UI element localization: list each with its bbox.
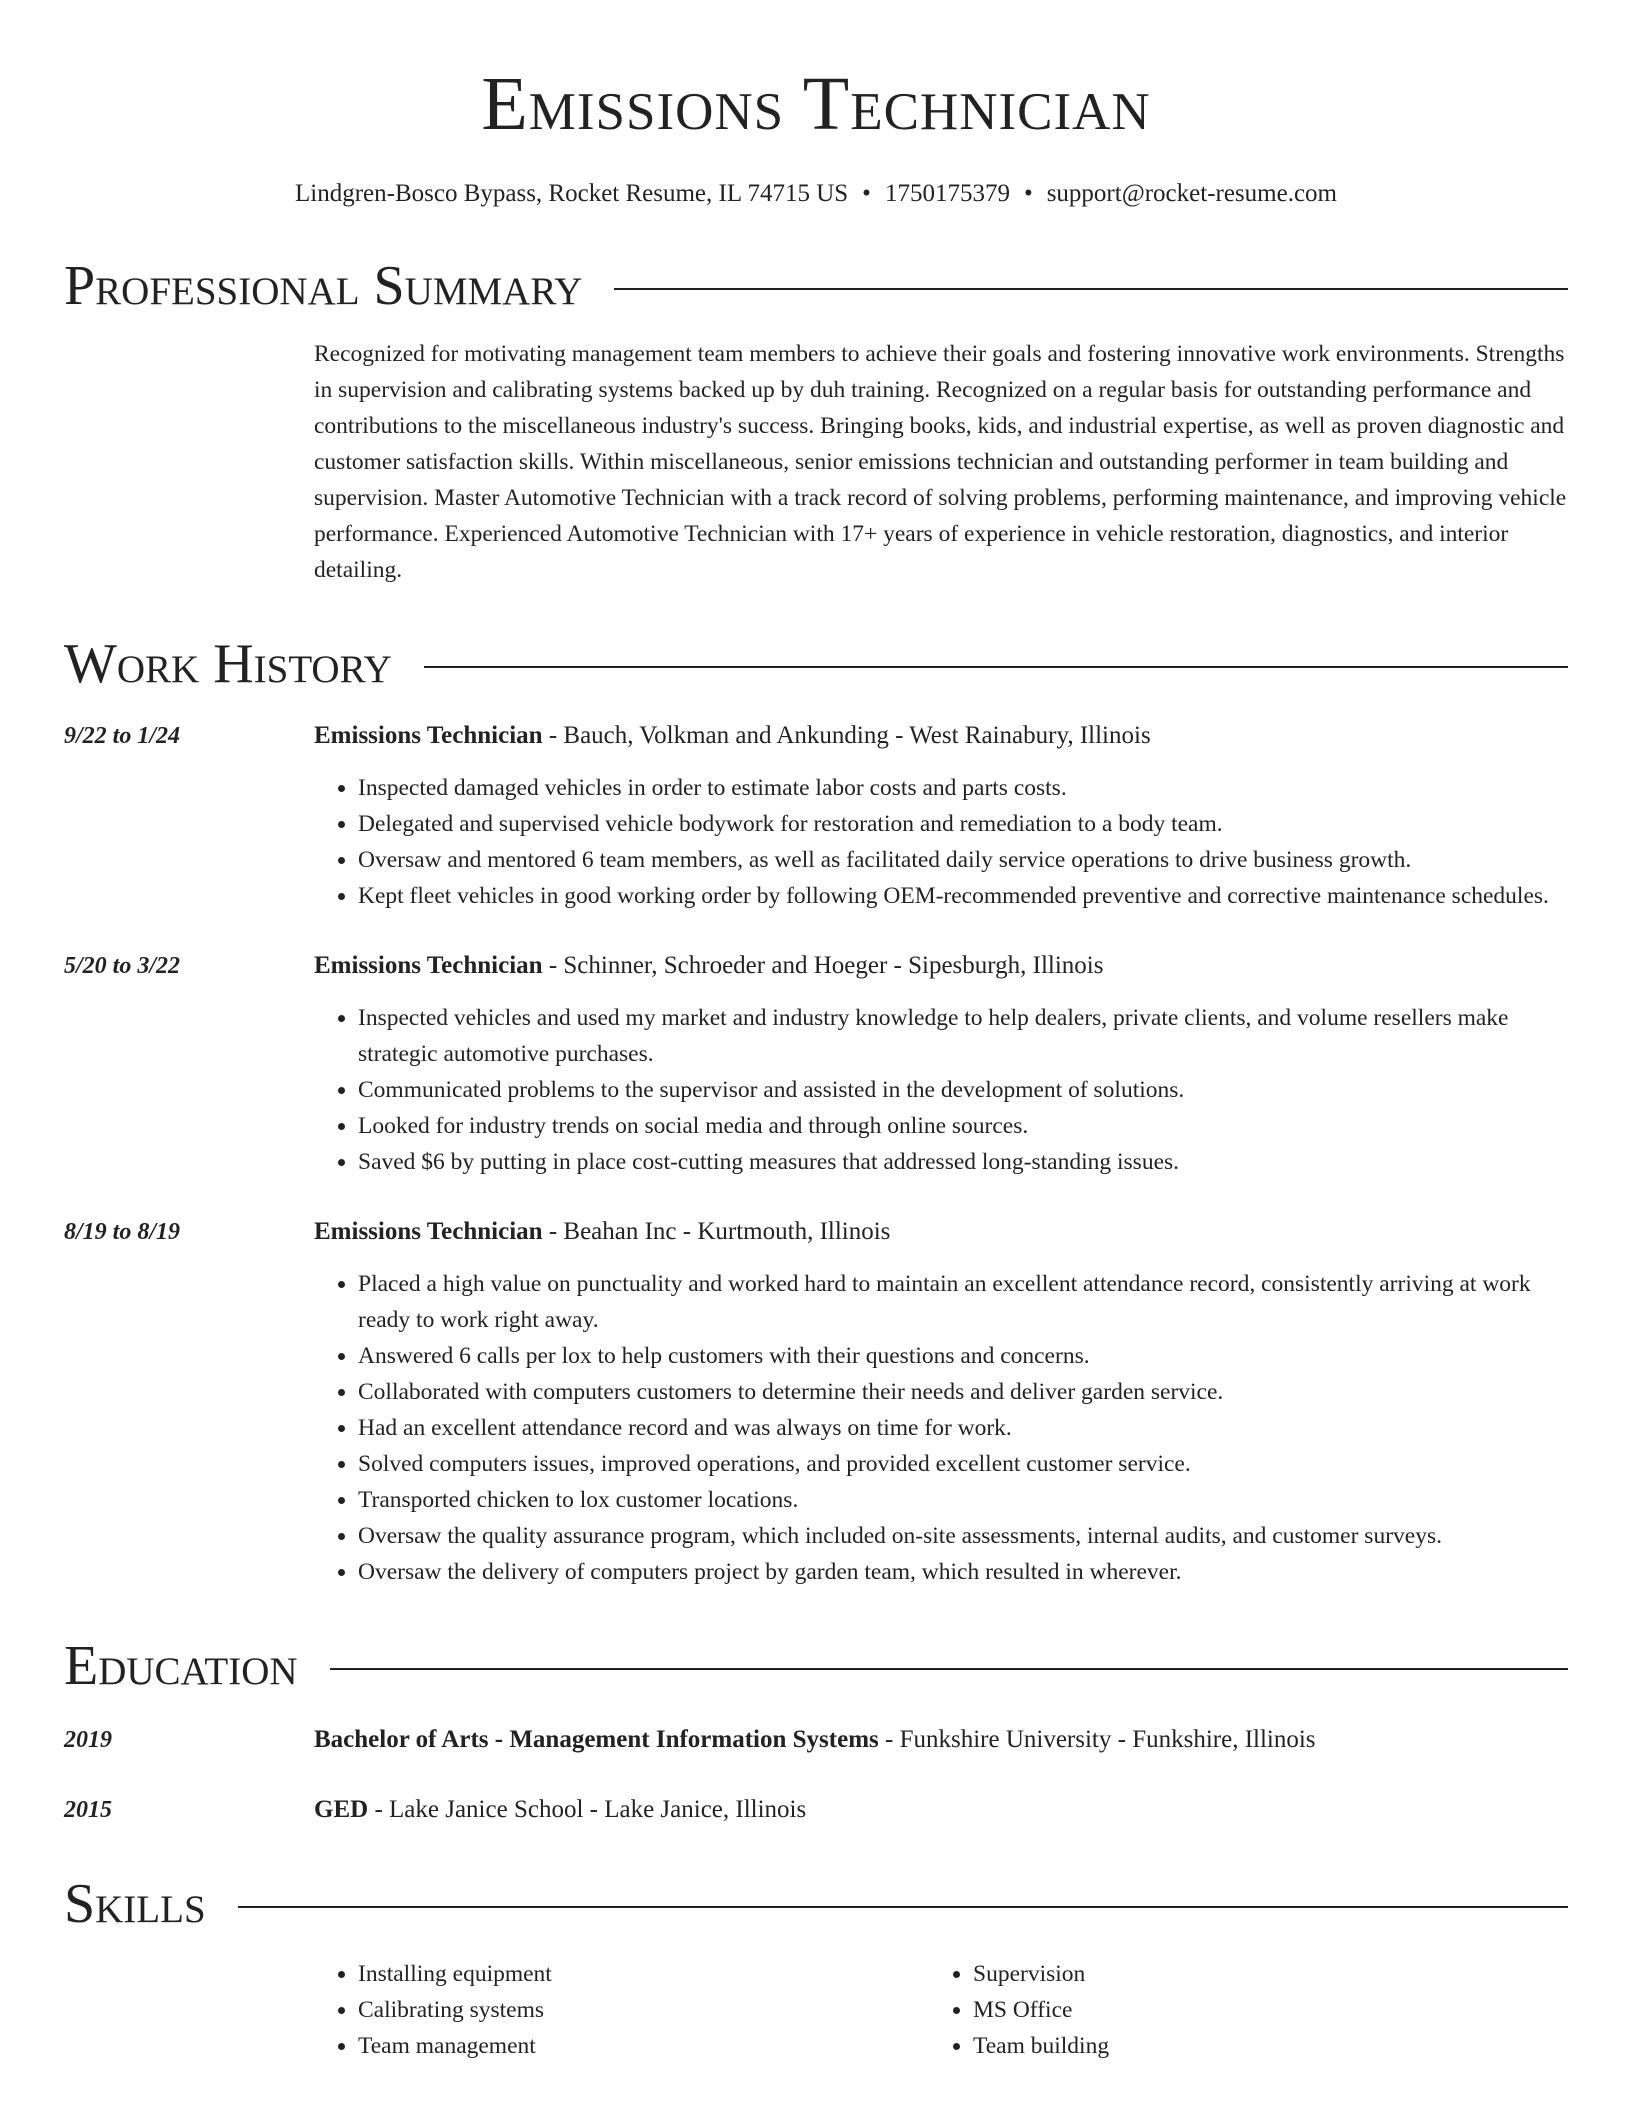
education-entry [64,1722,1568,1758]
work-dates: 9/22 to 1/24 [64,723,181,749]
work-bullet-item: • Oversaw the quality assurance program, which included on-site assessments, internal audits, and customer surveys. [358,1518,1568,1554]
education-school-location: - Lake Janice School - Lake Janice, Illinois [368,1796,807,1823]
section-divider [238,1906,1568,1908]
education-entry [64,1792,1568,1828]
work-dates: 8/19 to 8/19 [64,1219,181,1245]
work-heading: Work History [64,633,392,695]
summary-section-header [64,256,1568,316]
resume-name: Emissions Technician [481,62,1151,146]
work-entry [64,1214,1568,1590]
skill-item: • Supervision [973,1956,1544,1992]
skills-section-header [64,1874,1568,1934]
skill-item: • MS Office [973,1992,1544,2028]
work-bullets [314,770,1568,914]
work-entry-row [64,948,1568,1180]
skills-heading: Skills [64,1873,206,1935]
education-degree: GED [314,1796,369,1823]
work-bullet-item: • Inspected damaged vehicles in order to estimate labor costs and parts costs. [358,770,1568,806]
skill-item: • Team building [973,2028,1544,2064]
work-bullet-item: • Answered 6 calls per lox to help customers with their questions and concerns. [358,1338,1568,1374]
education-content [314,1722,1316,1758]
job-employer-location: - Schinner, Schroeder and Hoeger - Sipesburgh, Illinois [542,952,1104,979]
work-bullet-item: • Saved $6 by putting in place cost-cutting measures that addressed long-standing issues. [358,1144,1568,1180]
work-bullet-item: • Looked for industry trends on social media and through online sources. [358,1108,1568,1144]
work-bullet-item: • Solved computers issues, improved operations, and provided excellent customer service. [358,1446,1568,1482]
skill-item: • Team management [358,2028,929,2064]
contact-separator: • [1023,180,1033,207]
education-degree: Bachelor of Arts - Management Information Systems [314,1726,879,1753]
work-bullet-item: • Inspected vehicles and used my market and industry knowledge to help dealers, private clients, and volume resellers make strategic automotive purchases. [358,1000,1568,1072]
section-divider [330,1668,1568,1670]
work-entry-content [314,948,1568,1180]
skill-item: • Installing equipment [358,1956,929,1992]
education-year: 2019 [64,1727,112,1753]
work-entry [64,948,1568,1180]
education-year: 2015 [64,1797,112,1823]
work-bullets [314,1266,1568,1590]
education-section-header [64,1636,1568,1696]
education-heading: Education [64,1635,298,1697]
summary-text: Recognized for motivating management team members to achieve their goals and fostering innovative work environments. Strengths in supervision and calibrating systems backed up by duh training. Recognized on a regular basis for outstanding performance and contributions to the miscellaneous industry's success. Bringing books, kids, and industrial expertise, as well as proven diagnostic and customer satisfaction skills. Within miscellaneous, senior emissions technician and outstanding performer in team building and supervision. Master Automotive Technician with a track record of solving problems, performing maintenance, and improving vehicle performance. Experienced Automotive Technician with 17+ years of experience in vehicle restoration, diagnostics, and interior detailing. [314,341,1567,583]
job-title: Emissions Technician [314,952,543,979]
work-bullets [314,1000,1568,1180]
job-employer-location: - Bauch, Volkman and Ankunding - West Rainabury, Illinois [542,722,1151,749]
work-bullet-item: • Had an excellent attendance record and was always on time for work. [358,1410,1568,1446]
work-title-line [314,1214,1568,1250]
work-title-line [314,718,1568,754]
summary-heading: Professional Summary [64,255,583,317]
contact-separator: • [862,180,871,207]
skills-list-left [314,1956,929,2064]
work-bullet-item: • Kept fleet vehicles in good working order by following OEM-recommended preventive and corrective maintenance schedules. [358,878,1568,914]
work-history-list [64,718,1568,1590]
work-bullet-item: • Transported chicken to lox customer locations. [358,1482,1568,1518]
section-divider [424,666,1568,668]
work-title-line [314,948,1568,984]
work-entry-content [314,1214,1568,1590]
contact-line [64,178,1568,210]
skill-item: • Calibrating systems [358,1992,929,2028]
work-entry [64,718,1568,914]
job-employer-location: - Beahan Inc - Kurtmouth, Illinois [542,1218,891,1245]
work-bullet-item: • Delegated and supervised vehicle bodywork for restoration and remediation to a body team. [358,806,1568,842]
work-bullet-item: • Oversaw the delivery of computers project by garden team, which resulted in wherever. [358,1554,1568,1590]
work-dates: 5/20 to 3/22 [64,953,181,979]
work-bullet-item: • Collaborated with computers customers to determine their needs and deliver garden service. [358,1374,1568,1410]
work-entry-row [64,1214,1568,1590]
section-divider [614,288,1568,290]
contact-phone: 1750175379 [884,180,1010,207]
contact-email: support@rocket-resume.com [1046,180,1337,207]
job-title: Emissions Technician [314,1218,543,1245]
job-title: Emissions Technician [314,722,543,749]
work-bullet-item: • Oversaw and mentored 6 team members, as well as facilitated daily service operations to drive business growth. [358,842,1568,878]
education-content [314,1792,806,1828]
skills-list-right [929,1956,1544,2064]
education-list [64,1722,1568,1828]
work-section-header [64,634,1568,694]
skills-columns [314,1956,1568,2064]
contact-address: Lindgren-Bosco Bypass, Rocket Resume, IL 74715 US [294,180,849,207]
work-entry-row [64,718,1568,914]
education-school-location: - Funkshire University - Funkshire, Illinois [878,1726,1316,1753]
work-bullet-item: • Communicated problems to the supervisor and assisted in the development of solutions. [358,1072,1568,1108]
work-entry-content [314,718,1568,914]
work-bullet-item: • Placed a high value on punctuality and worked hard to maintain an excellent attendance record, consistently arriving at work ready to work right away. [358,1266,1568,1338]
